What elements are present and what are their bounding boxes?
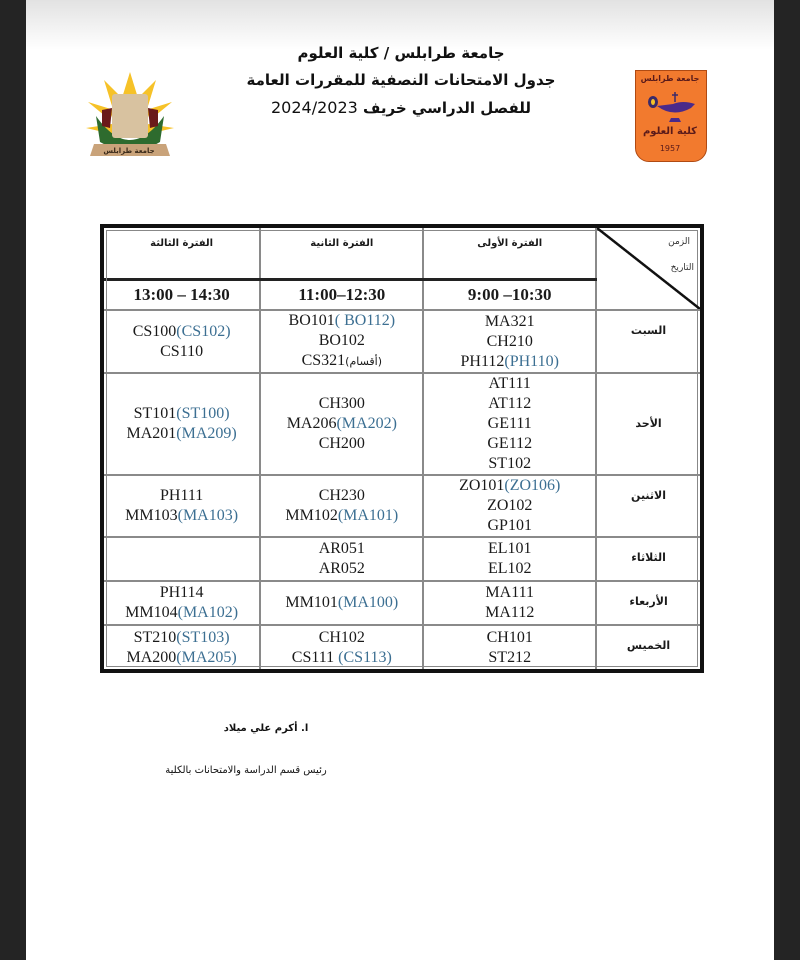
course-code: GE111 xyxy=(487,415,532,432)
equivalent-course-code: (MA209) xyxy=(176,425,237,442)
schedule-row xyxy=(102,373,702,475)
course-entry xyxy=(424,434,595,454)
equivalent-course-code: (CS113) xyxy=(338,648,392,666)
course-entry xyxy=(424,603,595,623)
course-code: MM103 xyxy=(125,507,178,524)
schedule-title: جدول الامتحانات النصفية للمقررات العامة xyxy=(246,71,556,89)
course-entry xyxy=(261,539,422,559)
table-header-row xyxy=(102,226,702,280)
course-entry xyxy=(424,476,595,496)
course-code: AR052 xyxy=(318,560,365,577)
course-entry xyxy=(104,506,259,526)
course-code: AR051 xyxy=(318,540,365,557)
course-code: CH102 xyxy=(318,628,365,646)
equivalent-course-code: (PH110) xyxy=(504,352,559,370)
course-code: CS321 xyxy=(301,352,346,369)
course-entry xyxy=(424,648,595,668)
day-cell: الاثنين xyxy=(596,475,702,537)
oil-lamp-icon xyxy=(643,88,699,124)
course-code: CH210 xyxy=(486,332,533,350)
time-axis-label: الزمن xyxy=(668,237,690,247)
period-3-header: الفترة الثالثة xyxy=(102,226,260,280)
university-faculty-line: جامعة طرابلس / كلية العلوم xyxy=(297,44,505,62)
course-code: CS111 xyxy=(291,648,339,666)
exam-cell-p1 xyxy=(423,475,596,537)
course-entry xyxy=(261,628,422,648)
schedule-row xyxy=(102,537,702,581)
course-code: MA321 xyxy=(484,312,535,330)
schedule-row xyxy=(102,581,702,625)
exam-cell-p2 xyxy=(260,475,423,537)
exam-cell-p1 xyxy=(423,373,596,475)
schedule-row xyxy=(102,475,702,537)
right-logo-bottom-text: كلية العلوم xyxy=(642,126,698,137)
course-entry xyxy=(424,628,595,648)
equivalent-course-code: (ZO106) xyxy=(504,477,561,494)
equivalent-course-code: (MA205) xyxy=(176,648,237,666)
exam-cell-p3 xyxy=(102,475,260,537)
course-code: MA200 xyxy=(126,648,177,666)
course-entry xyxy=(104,322,259,342)
course-code: ST210 xyxy=(133,628,177,646)
course-entry xyxy=(424,583,595,603)
exam-cell-p2 xyxy=(260,537,423,581)
course-code: MA112 xyxy=(485,604,535,621)
course-entry xyxy=(261,593,422,613)
course-entry xyxy=(104,583,259,603)
course-code: AT112 xyxy=(488,395,532,412)
academic-year: 2024/2023 xyxy=(270,98,358,117)
course-entry xyxy=(261,559,422,579)
course-code: CH300 xyxy=(318,395,365,412)
exam-cell-p3 xyxy=(102,625,260,671)
exam-schedule-table xyxy=(100,224,704,673)
course-code: CH200 xyxy=(318,435,365,452)
course-code: CH101 xyxy=(486,628,533,646)
course-entry xyxy=(424,352,595,372)
document-page xyxy=(26,0,774,960)
exam-cell-p1 xyxy=(423,537,596,581)
course-code: BO101 xyxy=(288,312,335,329)
course-entry xyxy=(424,559,595,579)
equivalent-course-code: (MA202) xyxy=(336,415,397,432)
course-code: PH111 xyxy=(159,487,204,504)
schedule-body xyxy=(102,310,702,671)
course-entry xyxy=(261,486,422,506)
course-entry xyxy=(261,311,422,331)
course-code: MA111 xyxy=(485,584,535,601)
left-logo-text: جامعة طرابلس xyxy=(103,147,155,155)
course-entry xyxy=(261,394,422,414)
course-code: MM102 xyxy=(285,507,338,524)
equivalent-course-code: (CS102) xyxy=(176,322,231,340)
equivalent-course-code: (MA103) xyxy=(177,507,239,524)
course-entry xyxy=(261,351,422,372)
course-entry xyxy=(424,516,595,536)
period-2-header: الفترة الثانية xyxy=(260,226,423,280)
exam-cell-p1 xyxy=(423,310,596,373)
course-code: EL101 xyxy=(487,540,532,557)
schedule-row xyxy=(102,310,702,373)
exam-cell-p3 xyxy=(102,310,260,373)
day-cell: الأربعاء xyxy=(596,581,702,625)
course-entry xyxy=(424,332,595,352)
university-of-tripoli-logo xyxy=(82,68,178,164)
exam-cell-p3 xyxy=(102,373,260,475)
course-code: CS110 xyxy=(160,342,204,360)
course-entry xyxy=(424,539,595,559)
equivalent-course-code: (MA102) xyxy=(177,604,239,621)
course-code: ST212 xyxy=(488,648,532,666)
course-entry xyxy=(104,603,259,623)
course-code: ZO102 xyxy=(487,497,533,514)
course-code: MM104 xyxy=(125,604,178,621)
course-entry xyxy=(104,342,259,362)
day-cell: السبت xyxy=(596,310,702,373)
schedule-row xyxy=(102,625,702,671)
right-logo-year: 1957 xyxy=(659,144,681,153)
course-entry xyxy=(261,331,422,351)
period-1-time: 10:30– 9:00 xyxy=(423,280,596,311)
course-entry xyxy=(261,506,422,526)
period-3-time: 14:30 – 13:00 xyxy=(102,280,260,311)
course-entry xyxy=(104,424,259,444)
course-entry xyxy=(261,648,422,668)
exam-cell-p1 xyxy=(423,581,596,625)
course-code: EL102 xyxy=(487,560,532,577)
exam-cell-p2 xyxy=(260,373,423,475)
exam-cell-p3 xyxy=(102,537,260,581)
course-code: ST101 xyxy=(133,405,177,422)
course-code: PH112 xyxy=(460,352,505,370)
signatory-title: رئيس قسم الدراسة والامتحانات بالكلية xyxy=(165,765,327,776)
course-code: MA206 xyxy=(286,415,337,432)
period-2-time: 12:30–11:00 xyxy=(260,280,423,311)
course-code: ST102 xyxy=(488,455,532,472)
day-cell: الخميس xyxy=(596,625,702,671)
course-entry xyxy=(424,454,595,474)
course-code: GP101 xyxy=(487,517,532,534)
exam-cell-p2 xyxy=(260,625,423,671)
corner-cell xyxy=(596,226,702,310)
course-entry xyxy=(261,434,422,454)
course-code: ZO101 xyxy=(459,477,505,494)
semester-text: للفصل الدراسي خريف xyxy=(363,99,531,117)
equivalent-course-code: (MA100) xyxy=(337,594,399,611)
course-entry xyxy=(424,496,595,516)
course-entry xyxy=(424,394,595,414)
course-entry xyxy=(424,414,595,434)
exam-cell-p2 xyxy=(260,581,423,625)
course-code: PH114 xyxy=(159,584,204,601)
signatory-name: ا. أكرم علي ميلاد xyxy=(223,723,309,734)
document-header xyxy=(236,40,566,122)
exam-cell-p3 xyxy=(102,581,260,625)
day-cell: الثلاثاء xyxy=(596,537,702,581)
equivalent-course-code: (MA101) xyxy=(337,507,399,524)
course-code: AT111 xyxy=(488,375,531,392)
course-code: CS100 xyxy=(132,322,177,340)
period-1-header: الفترة الأولى xyxy=(423,226,596,280)
course-code: CH230 xyxy=(318,487,365,504)
course-entry xyxy=(104,648,259,668)
faculty-of-science-logo xyxy=(635,68,707,164)
course-code: BO102 xyxy=(318,332,365,349)
course-code: GE112 xyxy=(487,435,533,452)
equivalent-course-code: ( BO112) xyxy=(334,312,396,329)
course-entry xyxy=(104,486,259,506)
exam-cell-p2 xyxy=(260,310,423,373)
course-entry xyxy=(104,404,259,424)
course-entry xyxy=(424,312,595,332)
day-cell: الأحد xyxy=(596,373,702,475)
equivalent-course-code: (ST103) xyxy=(176,628,230,646)
course-entry xyxy=(261,414,422,434)
course-entry xyxy=(104,628,259,648)
right-logo-top-text: جامعة طرابلس xyxy=(640,74,700,83)
semester-line xyxy=(236,94,566,122)
date-axis-label: التاريخ xyxy=(670,263,694,273)
course-code: MA201 xyxy=(126,425,177,442)
equivalent-course-code: (ST100) xyxy=(176,405,230,422)
exam-cell-p1 xyxy=(423,625,596,671)
course-entry xyxy=(424,374,595,394)
course-note: (أقسام) xyxy=(345,355,383,368)
course-code: MM101 xyxy=(285,594,338,611)
